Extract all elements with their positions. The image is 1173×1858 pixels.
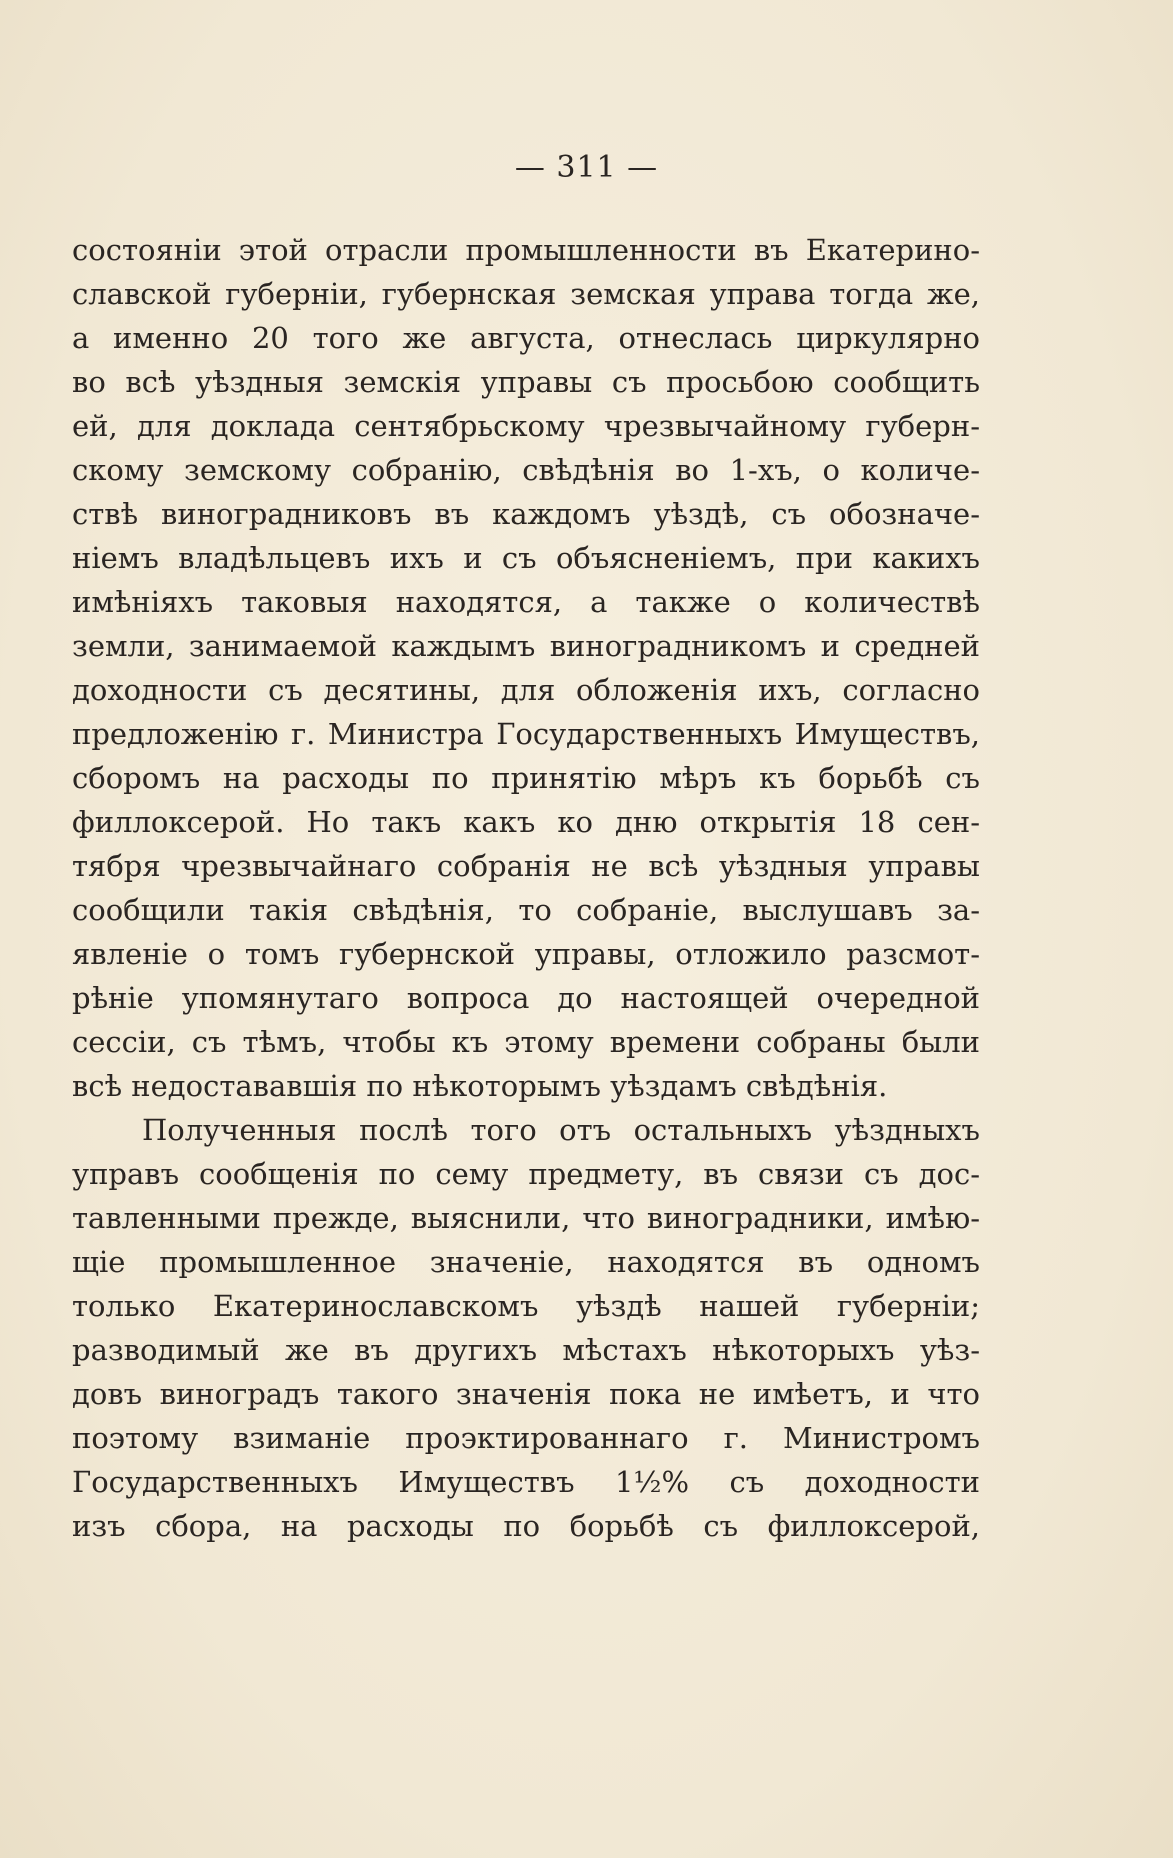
text-line: во всѣ уѣздныя земскія управы съ просьбою сообщить [72,365,980,399]
text-line: всѣ недостававшія по нѣкоторымъ уѣздамъ свѣдѣнія. [72,1069,888,1103]
text-line: довъ виноградъ такого значенія пока не имѣетъ, и что [72,1377,980,1411]
text-line: Полученныя послѣ того отъ остальныхъ уѣздныхъ [142,1113,980,1147]
text-line: сессіи, съ тѣмъ, чтобы къ этому времени собраны были [72,1025,980,1059]
text-line: доходности съ десятины, для обложенія ихъ, согласно [72,673,980,707]
text-line: земли, занимаемой каждымъ виноградникомъ и средней [72,629,980,663]
page-number: — 311 — [514,150,659,185]
text-line: тября чрезвычайнаго собранія не всѣ уѣздныя управы [72,849,980,883]
text-line: славской губерніи, губернская земская управа тогда же, [72,277,980,311]
text-line: а именно 20 того же августа, отнеслась циркулярно [72,321,980,355]
text-line: Государственныхъ Имуществъ 1½% съ доходности [72,1465,980,1499]
text-line: скому земскому собранію, свѣдѣнія во 1-хъ, о количе- [72,453,980,487]
text-line: управъ сообщенія по сему предмету, въ связи съ дос- [72,1157,980,1191]
text-line: имѣніяхъ таковыя находятся, а также о количествѣ [72,585,980,619]
text-line: щіе промышленное значеніе, находятся въ одномъ [72,1245,980,1279]
text-line: филлоксерой. Но такъ какъ ко дню открытія 18 сен- [72,805,980,839]
text-line: сообщили такія свѣдѣнія, то собраніе, выслушавъ за- [72,893,980,927]
text-line: ствѣ виноградниковъ въ каждомъ уѣздѣ, съ обозначе- [72,497,980,531]
text-line: тавленными прежде, выяснили, что виноградники, имѣю- [72,1201,980,1235]
text-line: разводимый же въ другихъ мѣстахъ нѣкоторыхъ уѣз- [72,1333,980,1367]
text-line: ніемъ владѣльцевъ ихъ и съ объясненіемъ, при какихъ [72,541,980,575]
text-line: предложенію г. Министра Государственныхъ Имуществъ, [72,717,980,751]
body-text [72,228,980,1548]
text-line: ей, для доклада сентябрьскому чрезвычайному губерн- [72,409,980,443]
text-line: сборомъ на расходы по принятію мѣръ къ борьбѣ съ [72,761,980,795]
text-line: состояніи этой отрасли промышленности въ Екатерино- [72,233,980,267]
text-line: явленіе о томъ губернской управы, отложило разсмот- [72,937,980,971]
text-line: изъ сбора, на расходы по борьбѣ съ филлоксерой, [72,1509,980,1543]
text-line: рѣніе упомянутаго вопроса до настоящей очередной [72,981,980,1015]
text-line: только Екатеринославскомъ уѣздѣ нашей губерніи; [72,1289,980,1323]
text-line: поэтому взиманіе проэктированнаго г. Министромъ [72,1421,980,1455]
